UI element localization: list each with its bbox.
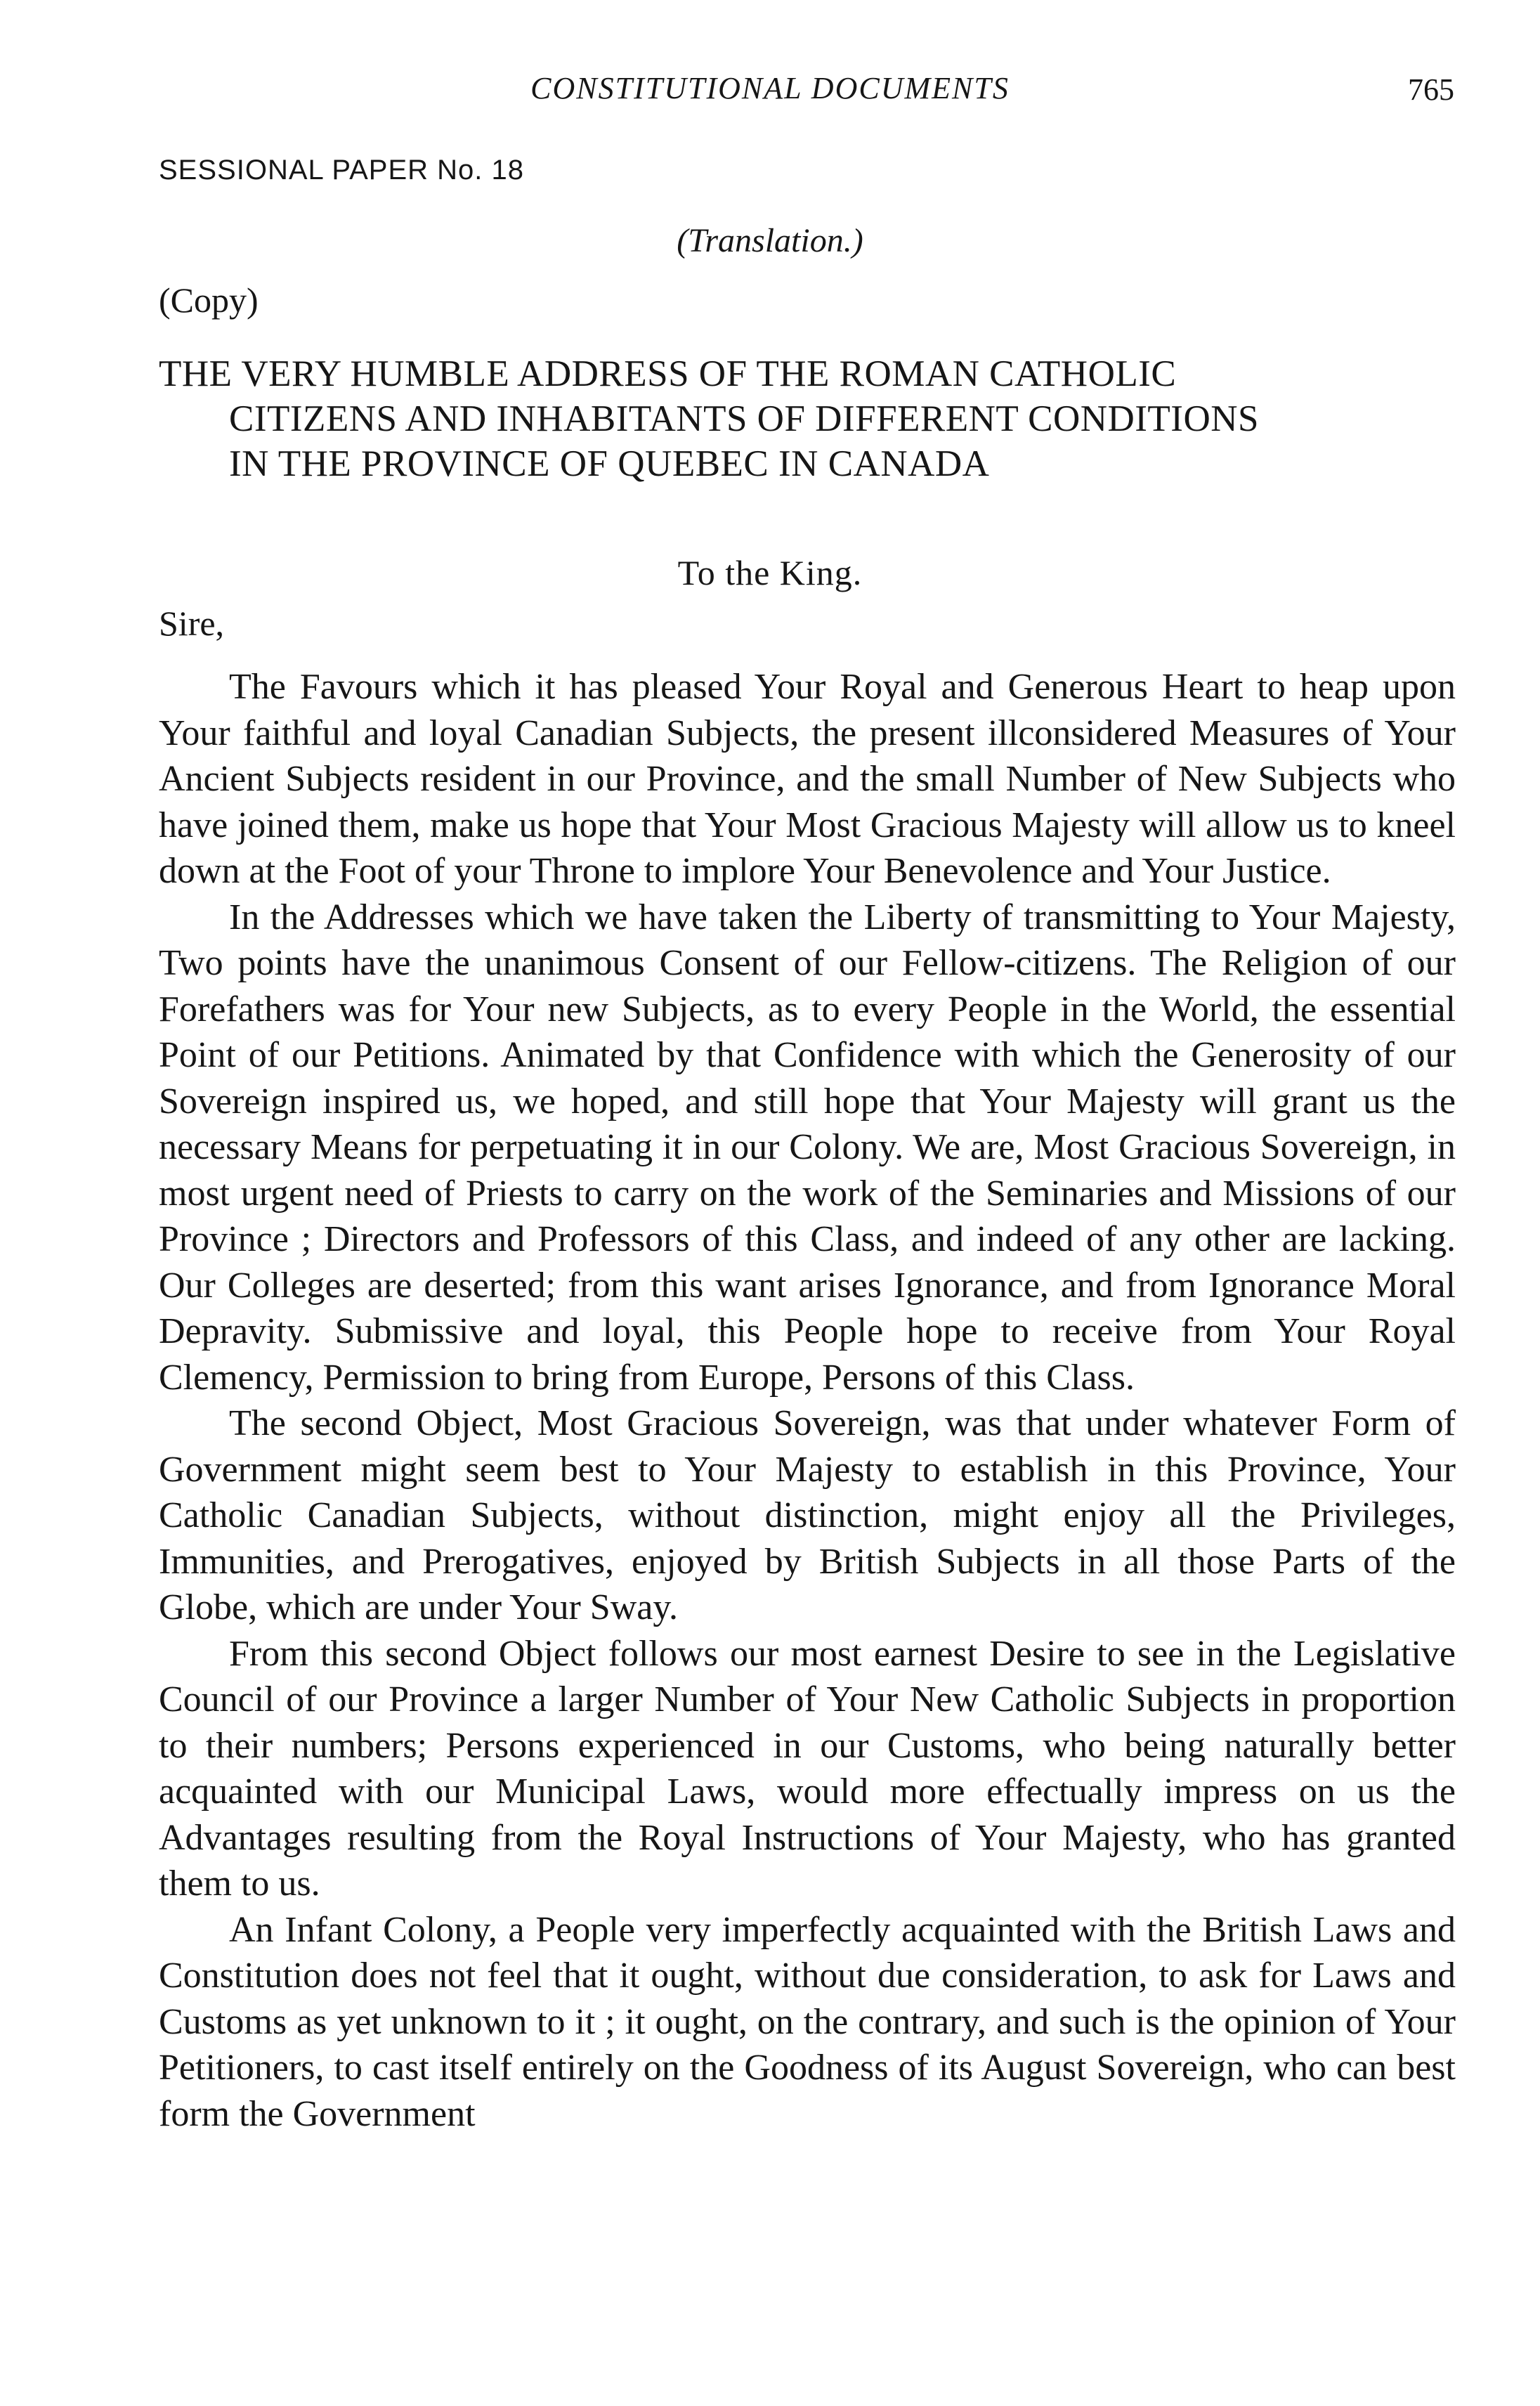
copy-label: (Copy) (159, 280, 259, 320)
title-line: CITIZENS AND INHABITANTS OF DIFFERENT CONDITIONS (229, 398, 1259, 439)
body-text (159, 664, 1456, 2137)
paragraph: The Favours which it has pleased Your Royal and Generous Heart to heap upon Your faithful and loyal Canadian Subjects, the present illconsidered Measures of Your Ancient Subjects resident in our Province, and the small Number of New Subjects who have joined them, make us hope that Your Most Gracious Majesty will allow us to kneel down at the Foot of your Throne to implore Your Benevolence and Your Justice. (159, 667, 1456, 891)
title-line: THE VERY HUMBLE ADDRESS OF THE ROMAN CATHOLIC (159, 353, 1177, 394)
sessional-paper-label: SESSIONAL PAPER No. 18 (159, 155, 524, 186)
translation-note: (Translation.) (677, 222, 863, 259)
page-number: 765 (1408, 72, 1454, 107)
salutation: Sire, (159, 604, 225, 643)
document-title (159, 351, 1459, 486)
addressee: To the King. (677, 553, 863, 592)
title-line: IN THE PROVINCE OF QUEBEC IN CANADA (229, 443, 990, 484)
paragraph: An Infant Colony, a People very imperfectly acquainted with the British Laws and Constitution does not feel that it ought, without due consideration, to ask for Laws and Customs as yet unknown to it ; it ought, on the contrary, and such is the opinion of Your Petitioners, to cast itself entirely on the Goodness of its August Sovereign, who can best form the Government (159, 1909, 1456, 2134)
running-title: CONSTITUTIONAL DOCUMENTS (530, 71, 1010, 105)
paragraph: In the Addresses which we have taken the Liberty of transmitting to Your Majesty, Two points have the unanimous Consent of our Fellow-citizens. The Religion of our Forefathers was for Your new Subjects, as to every People in the World, the essential Point of our Petitions. Animated by that Confidence with which the Generosity of our Sovereign inspired us, we hoped, and still hope that Your Majesty will grant us the necessary Means for perpetuating it in our Colony. We are, Most Gracious Sovereign, in most urgent need of Priests to carry on the work of the Seminaries and Missions of our Province ; Directors and Professors of this Class, and indeed of any other are lacking. Our Colleges are deserted; from this want arises Ignorance, and from Ignorance Moral Depravity. Submissive and loyal, this People hope to receive from Your Royal Clemency, Permission to bring from Europe, Persons of this Class. (159, 897, 1456, 1398)
paragraph: From this second Object follows our most earnest Desire to see in the Legislative Council of our Province a larger Number of Your New Catholic Subjects in proportion to their numbers; Persons experienced in our Customs, who being naturally better acquainted with our Municipal Laws, would more effectually impress on us the Advantages resulting from the Royal Instructions of Your Majesty, who has granted them to us. (159, 1633, 1456, 1904)
paragraph: The second Object, Most Gracious Sovereign, was that under whatever Form of Government might seem best to Your Majesty to establish in this Province, Your Catholic Canadian Subjects, without distinction, might enjoy all the Privileges, Immunities, and Prerogatives, enjoyed by British Subjects in all those Parts of the Globe, which are under Your Sway. (159, 1403, 1456, 1627)
